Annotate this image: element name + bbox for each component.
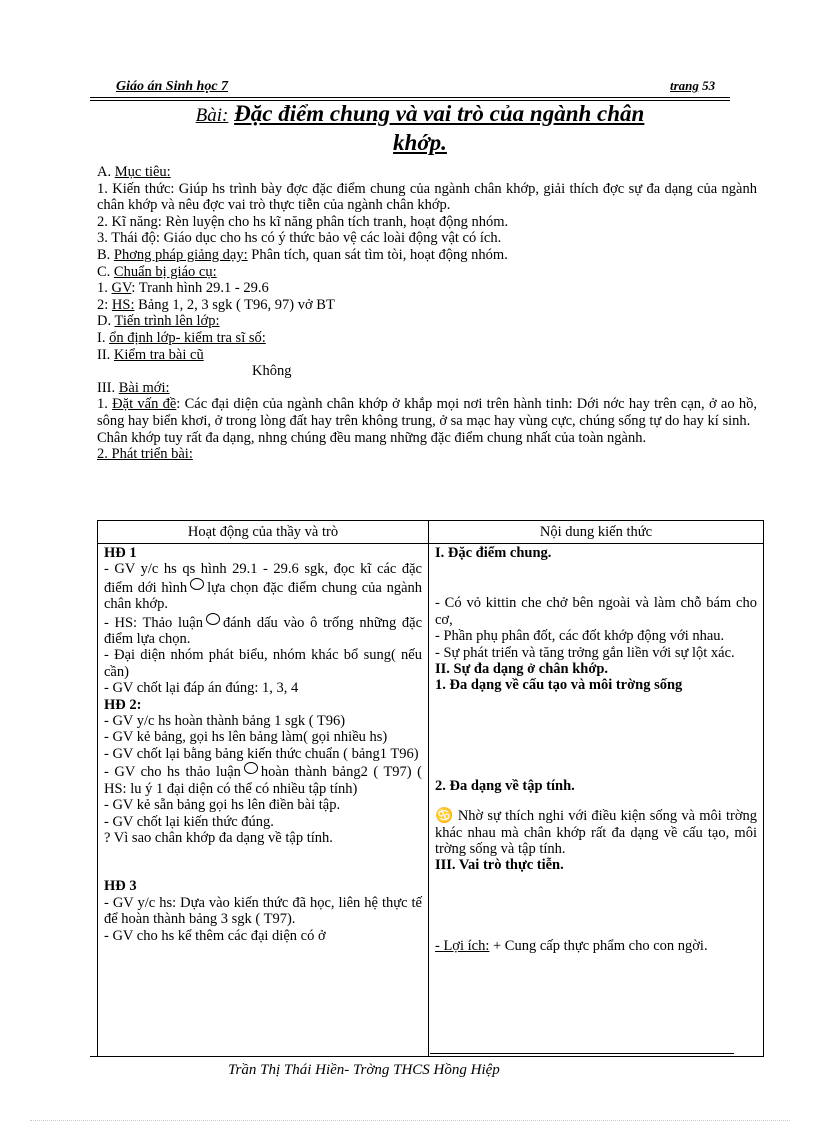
activity-line: - GV kẻ sẵn bảng gọi hs lên điền bài tập.	[104, 797, 341, 814]
activity-text: đánh dấu vào ô trống những đặc điểm lựa chọn.	[104, 614, 422, 648]
content-line	[435, 938, 757, 954]
content-line	[435, 808, 757, 857]
title-line1: Đặc điểm chung và vai trò của ngành chân	[234, 101, 645, 126]
section-d-title: Tiến trình lên lớp:	[114, 313, 220, 330]
activity-text: - HS: Thảo luận	[104, 614, 203, 631]
step-new-num: III.	[97, 379, 116, 396]
section-c-heading	[97, 264, 757, 281]
content-line: - Sự phát triển và tăng trởng gắn liền với sự lột xác.	[435, 644, 735, 661]
prep-teacher	[97, 280, 757, 297]
section-a-heading	[97, 164, 757, 181]
content-heading-2: II. Sự đa dạng ở chân khớp.	[435, 661, 609, 678]
cancer-icon: ♋	[435, 808, 454, 825]
header-subject: Giáo án Sinh học 7	[116, 79, 229, 94]
spacer	[104, 846, 422, 878]
activity-line: - GV kẻ bảng, gọi hs lên bảng làm( gọi nhiều hs)	[104, 729, 388, 746]
content-heading-1: I. Đặc điểm chung.	[435, 545, 552, 561]
activity-line: - GV cho hs kể thêm các đại diện có ở	[104, 927, 326, 944]
section-b-letter: B.	[97, 246, 111, 263]
page-number: 53	[702, 78, 716, 93]
footer-rule-2	[90, 1056, 734, 1057]
lesson-title	[100, 100, 740, 156]
spacer	[435, 794, 757, 808]
step-new-lesson	[97, 380, 757, 397]
activity-hd3: HĐ 3	[104, 878, 137, 895]
section-c-title: Chuẩn bị giáo cụ:	[113, 263, 217, 280]
content-benefit-head: - Lợi ích:	[435, 937, 490, 954]
title-line2: khớp.	[393, 130, 447, 155]
prep-teacher-text: : Tranh hình 29.1 - 29.6	[131, 280, 269, 297]
header-page	[670, 78, 715, 94]
activity-text: - GV y/c hs qs hình 29.1 - 29.6 sgk, đọc kĩ các đặc điểm dới hình	[104, 561, 422, 596]
section-b-text: Phân tích, quan sát tìm tòi, hoạt động nhóm.	[247, 246, 508, 263]
activity-line	[104, 613, 422, 648]
spacer	[435, 561, 757, 595]
activity-line: ? Vì sao chân khớp đa dạng về tập tính.	[104, 829, 333, 846]
content-text: Nhờ sự thích nghi với điều kiện sống và môi trờng khác nhau mà chân khớp rất đa dạng về cấu tạo, môi trờng sống và tập tính.	[435, 808, 758, 858]
step-stabilize	[97, 330, 757, 347]
prep-student	[97, 297, 757, 314]
activity-hd2	[104, 697, 422, 713]
activity-line	[104, 561, 422, 612]
spacer	[435, 874, 757, 938]
table-header-activity: Hoạt động của thầy và trò	[98, 521, 429, 544]
page-label: trang	[670, 78, 699, 93]
step-review-title: Kiểm tra bài cũ	[113, 346, 204, 363]
content-cell	[429, 544, 764, 1057]
section-b	[97, 247, 757, 264]
problem-statement	[97, 396, 757, 429]
section-a-title: Mục tiêu:	[114, 164, 171, 180]
activity-line: - GV chốt lại đáp án đúng: 1, 3, 4	[104, 680, 299, 697]
prep-student-text: Bảng 1, 2, 3 sgk ( T96, 97) vở BT	[134, 296, 335, 313]
table-header-row	[98, 521, 764, 544]
circle-icon	[206, 613, 220, 625]
content-heading-3: III. Vai trò thực tiễn.	[435, 857, 564, 874]
step-stabilize-title: ổn định lớp- kiểm tra sĩ số:	[109, 329, 266, 346]
activity-hd2-colon: :	[136, 696, 142, 713]
step-stabilize-num: I.	[97, 329, 106, 346]
step-review-value: Không	[252, 363, 292, 380]
circle-icon	[244, 762, 258, 774]
step-review	[97, 347, 757, 364]
page-edge	[30, 1120, 790, 1121]
content-text: + Cung cấp thực phẩm cho con ngời.	[489, 937, 708, 954]
lesson-development-heading	[97, 446, 757, 463]
activity-text: hoàn thành bảng2 ( T97) ( HS: lu ý 1 đại diện có thể có nhiều tập tính)	[104, 764, 422, 797]
prep-student-num: 2:	[97, 296, 109, 313]
step-review-num: II.	[97, 346, 111, 363]
footer-author: Trần Thị Thái Hiền- Trờng THCS Hồng Hiệp	[228, 1062, 500, 1078]
prep-teacher-head: GV	[111, 280, 132, 297]
activity-table	[97, 520, 764, 1057]
activity-line: - GV y/c hs: Dựa vào kiến thức đã học, liên hệ thực tế để hoàn thành bảng 3 sgk ( T97).	[104, 894, 422, 928]
objective-knowledge: 1. Kiến thức: Giúp hs trình bày đợc đặc điểm chung của ngành chân khớp, giải thích đợc sự đa dạng của ngành chân khớp và nêu đợc vai trò thực tiễn của ngành chân khớp.	[97, 180, 757, 214]
activity-hd1: HĐ 1	[104, 545, 137, 561]
objective-skill: 2. Kĩ năng: Rèn luyện cho hs kĩ năng phân tích tranh, hoạt động nhóm.	[97, 213, 509, 230]
step-new-title: Bài mới:	[118, 379, 170, 396]
problem-head: Đặt vấn đề	[112, 396, 177, 413]
activity-line: - GV y/c hs hoàn thành bảng 1 sgk ( T96)	[104, 713, 346, 730]
prep-teacher-num: 1.	[97, 280, 108, 297]
activity-line: - GV chốt lại bằng bảng kiến thức chuẩn ( bảng1 T96)	[104, 745, 419, 762]
problem-text: : Các đại diện của ngành chân khớp ở khắp mọi nơi trên hành tinh: Dới nớc hay trên cạn, ở ao hồ, sông hay biển khơi, ở trong lòng đất hay trên không trung, ở sa mạc hay vùng cực, chúng sống tự do hay kí sinh.	[97, 396, 758, 429]
activity-line	[104, 762, 422, 797]
content-line: - Có vỏ kittin che chở bên ngoài và làm chỗ bám cho cơ,	[435, 595, 757, 628]
activity-line: - GV chốt lại kiến thức đúng.	[104, 813, 274, 830]
activity-text: lựa chọn đặc điểm chung của ngành chân khớp.	[104, 579, 422, 613]
header-rule	[90, 97, 730, 98]
problem-num: 1.	[97, 396, 108, 413]
footer-rule	[430, 1053, 734, 1054]
spacer	[435, 694, 757, 778]
problem-statement-2: Chân khớp tuy rất đa dạng, nhng chúng đều mang những đặc điểm chung nhất của toàn ngành.	[97, 429, 647, 446]
content-subheading-1: 1. Đa dạng về cấu tạo và môi trờng sống	[435, 677, 683, 694]
table-row	[98, 544, 764, 1057]
title-prefix: Bài:	[195, 105, 229, 126]
content-line: - Phần phụ phân đốt, các đốt khớp động với nhau.	[435, 628, 725, 645]
content-subheading-2: 2. Đa dạng về tập tính.	[435, 777, 575, 794]
section-b-title: Phơng pháp giảng dạy:	[113, 246, 248, 263]
activity-text: - GV cho hs thảo luận	[104, 764, 241, 781]
activity-cell	[98, 544, 429, 1057]
section-d-letter: D.	[97, 313, 112, 330]
lesson-body	[97, 164, 757, 463]
lesson-development-title: 2. Phát triển bài:	[97, 446, 193, 463]
circle-icon	[190, 578, 204, 590]
activity-line: - Đại diện nhóm phát biểu, nhóm khác bổ sung( nếu cần)	[104, 647, 422, 680]
table-header-content: Nội dung kiến thức	[429, 521, 764, 544]
section-a-letter: A.	[97, 164, 112, 180]
prep-student-head: HS:	[111, 296, 135, 313]
activity-hd2-label: HĐ 2	[104, 696, 137, 713]
objective-attitude: 3. Thái độ: Giáo dục cho hs có ý thức bảo vệ các loài động vật có ích.	[97, 230, 502, 247]
section-c-letter: C.	[97, 263, 111, 280]
section-d-heading	[97, 313, 757, 330]
